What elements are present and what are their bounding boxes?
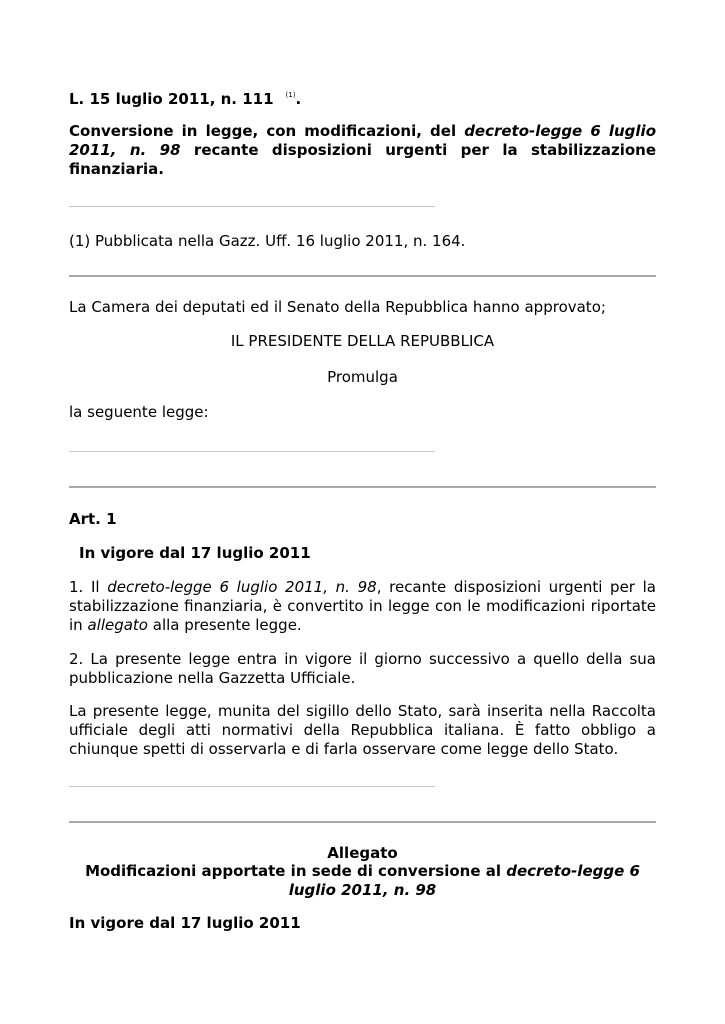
article-heading: Art. 1 xyxy=(69,510,117,528)
divider xyxy=(69,275,656,277)
law-title: L. 15 luglio 2011, n. 111 $^{(1)}$. xyxy=(69,90,302,108)
annex-title: Allegato xyxy=(327,844,398,862)
article-paragraph-1: 1. Il decreto-legge 6 luglio 2011, n. 98, recante disposizioni urgenti per la stabilizzazione finanziaria, è convertito in legge con le modificazioni riportate in allegato alla presente legge. xyxy=(69,578,656,634)
article-paragraph-3: La presente legge, munita del sigillo dello Stato, sarà inserita nella Raccolta ufficiale degli atti normativi della Repubblica italiana. È fatto obbligo a chiunque spetti di osservarla e di farla osservare come legge dello Stato. xyxy=(69,702,656,758)
article-paragraph-2: 2. La presente legge entra in vigore il giorno successivo a quello della sua pubblicazione nella Gazzetta Ufficiale. xyxy=(69,650,656,687)
divider xyxy=(69,486,656,488)
annex-link[interactable]: allegato xyxy=(87,616,148,634)
divider xyxy=(69,821,656,823)
approval-text: La Camera dei deputati ed il Senato della Repubblica hanno approvato; xyxy=(69,298,606,316)
annex-in-force: In vigore dal 17 luglio 2011 xyxy=(69,914,301,932)
decree-link[interactable]: decreto-legge 6 luglio 2011, n. 98 xyxy=(288,862,640,899)
promulga-text: Promulga xyxy=(327,368,398,386)
law-subtitle: Conversione in legge, con modificazioni, del decreto-legge 6 luglio 2011, n. 98 recante disposizioni urgenti per la stabilizzazione finanziaria. xyxy=(69,122,656,178)
following-law-text: la seguente legge: xyxy=(69,403,209,421)
decree-link[interactable]: decreto-legge 6 luglio 2011, n. 98 xyxy=(107,578,377,596)
decree-link[interactable]: decreto-legge 6 luglio 2011, n. 98 xyxy=(69,122,656,159)
article-in-force: In vigore dal 17 luglio 2011 xyxy=(79,544,311,562)
footnote-reference[interactable]: (1) xyxy=(285,91,296,99)
divider xyxy=(69,451,435,452)
footnote-text: (1) Pubblicata nella Gazz. Uff. 16 luglio 2011, n. 164. xyxy=(69,232,466,250)
president-heading: IL PRESIDENTE DELLA REPUBBLICA xyxy=(230,332,495,350)
divider xyxy=(69,206,435,207)
divider xyxy=(69,786,435,787)
annex-subtitle: Modificazioni apportate in sede di conversione al decreto-legge 6 luglio 2011, n. 98 xyxy=(85,862,640,899)
